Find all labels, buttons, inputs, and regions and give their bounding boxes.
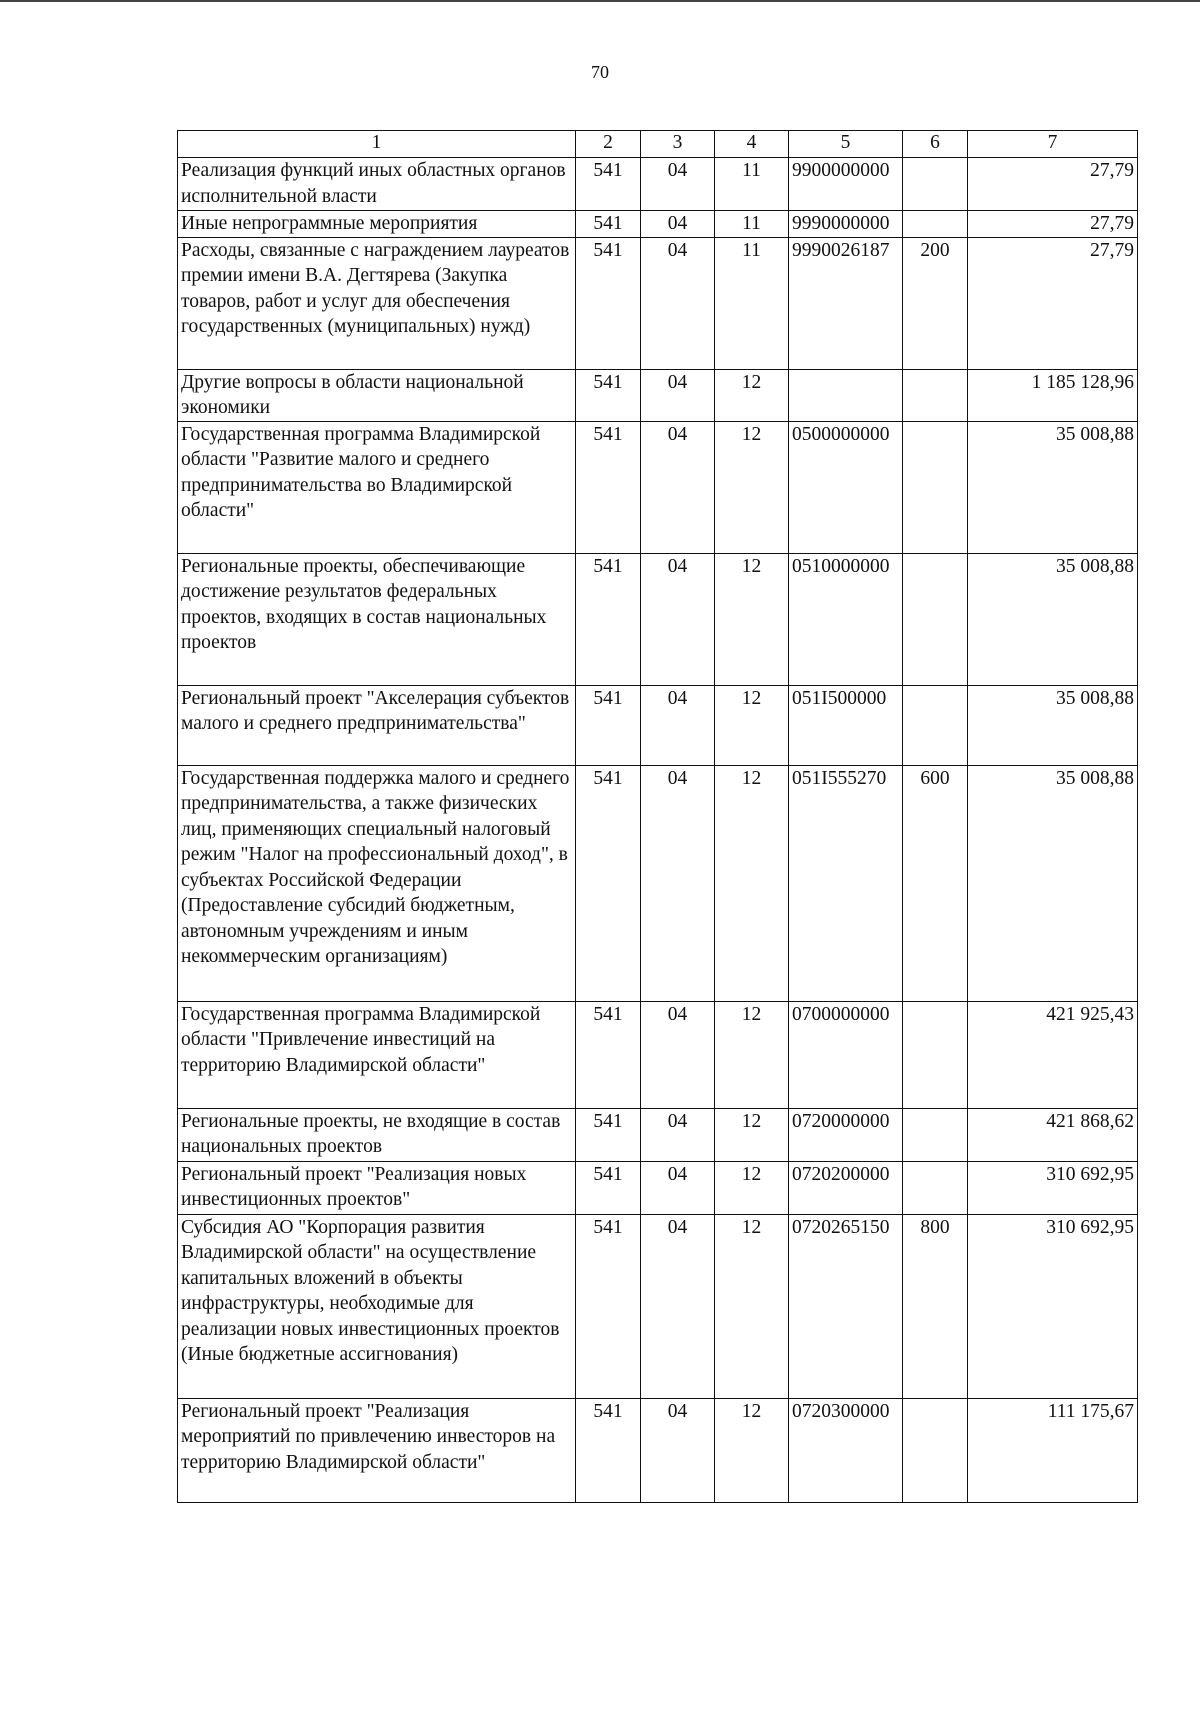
- row-amount-cell: 27,79: [968, 158, 1138, 211]
- row-name-cell: Субсидия АО "Корпорация развития Владимирской области" на осуществление капитальных вложений в объекты инфраструктуры, необходимые для реализации новых инвестиционных проектов (Иные бюджетные ассигнования): [178, 1214, 576, 1398]
- row-col4-cell: 12: [715, 1214, 789, 1398]
- row-col2-cell: 541: [576, 1161, 641, 1214]
- budget-table: [177, 130, 1138, 1503]
- row-code-cell: 0720265150: [789, 1214, 903, 1398]
- table-row: [178, 211, 1138, 238]
- row-col2-cell: 541: [576, 1398, 641, 1502]
- header-cell-1: 1: [178, 131, 576, 158]
- row-col3-cell: 04: [641, 1398, 715, 1502]
- table-row: [178, 1108, 1138, 1161]
- row-code-cell: 9990026187: [789, 237, 903, 369]
- page-number: 70: [591, 62, 609, 82]
- row-col2-cell: 541: [576, 1214, 641, 1398]
- header-cell-3: 3: [641, 131, 715, 158]
- row-col2-cell: 541: [576, 237, 641, 369]
- row-code-cell: 9900000000: [789, 158, 903, 211]
- table-row: [178, 1398, 1138, 1502]
- row-name-cell: Другие вопросы в области национальной экономики: [178, 369, 576, 421]
- row-col4-cell: 12: [715, 553, 789, 685]
- row-name-cell: Региональные проекты, обеспечивающие достижение результатов федеральных проектов, входящих в состав национальных проектов: [178, 553, 576, 685]
- row-amount-cell: 27,79: [968, 237, 1138, 369]
- row-col6-cell: [903, 553, 968, 685]
- row-col2-cell: 541: [576, 765, 641, 1001]
- row-amount-cell: 35 008,88: [968, 685, 1138, 765]
- row-amount-cell: 421 925,43: [968, 1001, 1138, 1108]
- header-cell-6: 6: [903, 131, 968, 158]
- row-name-cell: Государственная поддержка малого и среднего предпринимательства, а также физических лиц, применяющих специальный налоговый режим "Налог на профессиональный доход", в субъектах Российской Федерации (Предоставление субсидий бюджетным, автономным учреждениям и иным некоммерческим организациям): [178, 765, 576, 1001]
- table-row: [178, 553, 1138, 685]
- row-col3-cell: 04: [641, 553, 715, 685]
- row-amount-cell: 1 185 128,96: [968, 369, 1138, 421]
- row-col2-cell: 541: [576, 553, 641, 685]
- row-code-cell: 0720300000: [789, 1398, 903, 1502]
- header-cell-2: 2: [576, 131, 641, 158]
- table-row: [178, 369, 1138, 421]
- row-col2-cell: 541: [576, 1108, 641, 1161]
- row-col3-cell: 04: [641, 685, 715, 765]
- table-row: [178, 685, 1138, 765]
- row-col4-cell: 12: [715, 1161, 789, 1214]
- row-col3-cell: 04: [641, 765, 715, 1001]
- row-col4-cell: 12: [715, 421, 789, 553]
- row-name-cell: Иные непрограммные мероприятия: [178, 211, 576, 238]
- row-name-cell: Региональный проект "Реализация мероприятий по привлечению инвесторов на территорию Владимирской области": [178, 1398, 576, 1502]
- row-col2-cell: 541: [576, 1001, 641, 1108]
- row-col3-cell: 04: [641, 211, 715, 238]
- header-cell-7: 7: [968, 131, 1138, 158]
- table-row: [178, 421, 1138, 553]
- row-name-cell: Региональный проект "Реализация новых инвестиционных проектов": [178, 1161, 576, 1214]
- row-col6-cell: [903, 1108, 968, 1161]
- header-row: [178, 131, 1138, 158]
- row-col6-cell: [903, 369, 968, 421]
- row-name-cell: Реализация функций иных областных органов исполнительной власти: [178, 158, 576, 211]
- table-row: [178, 765, 1138, 1001]
- row-amount-cell: 35 008,88: [968, 421, 1138, 553]
- row-col4-cell: 12: [715, 1001, 789, 1108]
- row-name-cell: Расходы, связанные с награждением лауреатов премии имени В.А. Дегтярева (Закупка товаров, работ и услуг для обеспечения государственных (муниципальных) нужд): [178, 237, 576, 369]
- row-col6-cell: 600: [903, 765, 968, 1001]
- row-col3-cell: 04: [641, 237, 715, 369]
- row-col6-cell: [903, 421, 968, 553]
- row-col3-cell: 04: [641, 1001, 715, 1108]
- table-row: [178, 237, 1138, 369]
- row-col4-cell: 12: [715, 685, 789, 765]
- row-code-cell: [789, 369, 903, 421]
- row-amount-cell: 111 175,67: [968, 1398, 1138, 1502]
- table-body: [178, 158, 1138, 1503]
- header-cell-4: 4: [715, 131, 789, 158]
- row-col6-cell: [903, 211, 968, 238]
- row-name-cell: Региональные проекты, не входящие в состав национальных проектов: [178, 1108, 576, 1161]
- row-col3-cell: 04: [641, 158, 715, 211]
- row-col6-cell: [903, 158, 968, 211]
- row-name-cell: Государственная программа Владимирской области "Привлечение инвестиций на территорию Владимирской области": [178, 1001, 576, 1108]
- row-name-cell: Государственная программа Владимирской области "Развитие малого и среднего предпринимательства во Владимирской области": [178, 421, 576, 553]
- row-code-cell: 0720200000: [789, 1161, 903, 1214]
- row-col4-cell: 11: [715, 237, 789, 369]
- row-col6-cell: 800: [903, 1214, 968, 1398]
- row-col2-cell: 541: [576, 211, 641, 238]
- row-col3-cell: 04: [641, 1108, 715, 1161]
- row-amount-cell: 35 008,88: [968, 765, 1138, 1001]
- row-col4-cell: 11: [715, 158, 789, 211]
- row-col3-cell: 04: [641, 1161, 715, 1214]
- row-col2-cell: 541: [576, 685, 641, 765]
- row-code-cell: 051I500000: [789, 685, 903, 765]
- row-col4-cell: 12: [715, 369, 789, 421]
- row-col4-cell: 12: [715, 1108, 789, 1161]
- row-code-cell: 0700000000: [789, 1001, 903, 1108]
- row-code-cell: 0510000000: [789, 553, 903, 685]
- row-amount-cell: 421 868,62: [968, 1108, 1138, 1161]
- row-code-cell: 0720000000: [789, 1108, 903, 1161]
- row-col2-cell: 541: [576, 158, 641, 211]
- row-col2-cell: 541: [576, 369, 641, 421]
- table-row: [178, 158, 1138, 211]
- scan-edge: [0, 0, 1200, 2]
- row-code-cell: 0500000000: [789, 421, 903, 553]
- row-amount-cell: 35 008,88: [968, 553, 1138, 685]
- row-col6-cell: 200: [903, 237, 968, 369]
- row-col2-cell: 541: [576, 421, 641, 553]
- row-code-cell: 9990000000: [789, 211, 903, 238]
- row-col6-cell: [903, 685, 968, 765]
- header-cell-5: 5: [789, 131, 903, 158]
- row-code-cell: 051I555270: [789, 765, 903, 1001]
- table-row: [178, 1001, 1138, 1108]
- row-col4-cell: 11: [715, 211, 789, 238]
- row-col3-cell: 04: [641, 421, 715, 553]
- row-col6-cell: [903, 1161, 968, 1214]
- row-col6-cell: [903, 1001, 968, 1108]
- row-col3-cell: 04: [641, 1214, 715, 1398]
- table-row: [178, 1214, 1138, 1398]
- row-col4-cell: 12: [715, 765, 789, 1001]
- row-col4-cell: 12: [715, 1398, 789, 1502]
- table-row: [178, 1161, 1138, 1214]
- row-amount-cell: 27,79: [968, 211, 1138, 238]
- row-col6-cell: [903, 1398, 968, 1502]
- row-col3-cell: 04: [641, 369, 715, 421]
- row-amount-cell: 310 692,95: [968, 1161, 1138, 1214]
- row-amount-cell: 310 692,95: [968, 1214, 1138, 1398]
- row-name-cell: Региональный проект "Акселерация субъектов малого и среднего предпринимательства": [178, 685, 576, 765]
